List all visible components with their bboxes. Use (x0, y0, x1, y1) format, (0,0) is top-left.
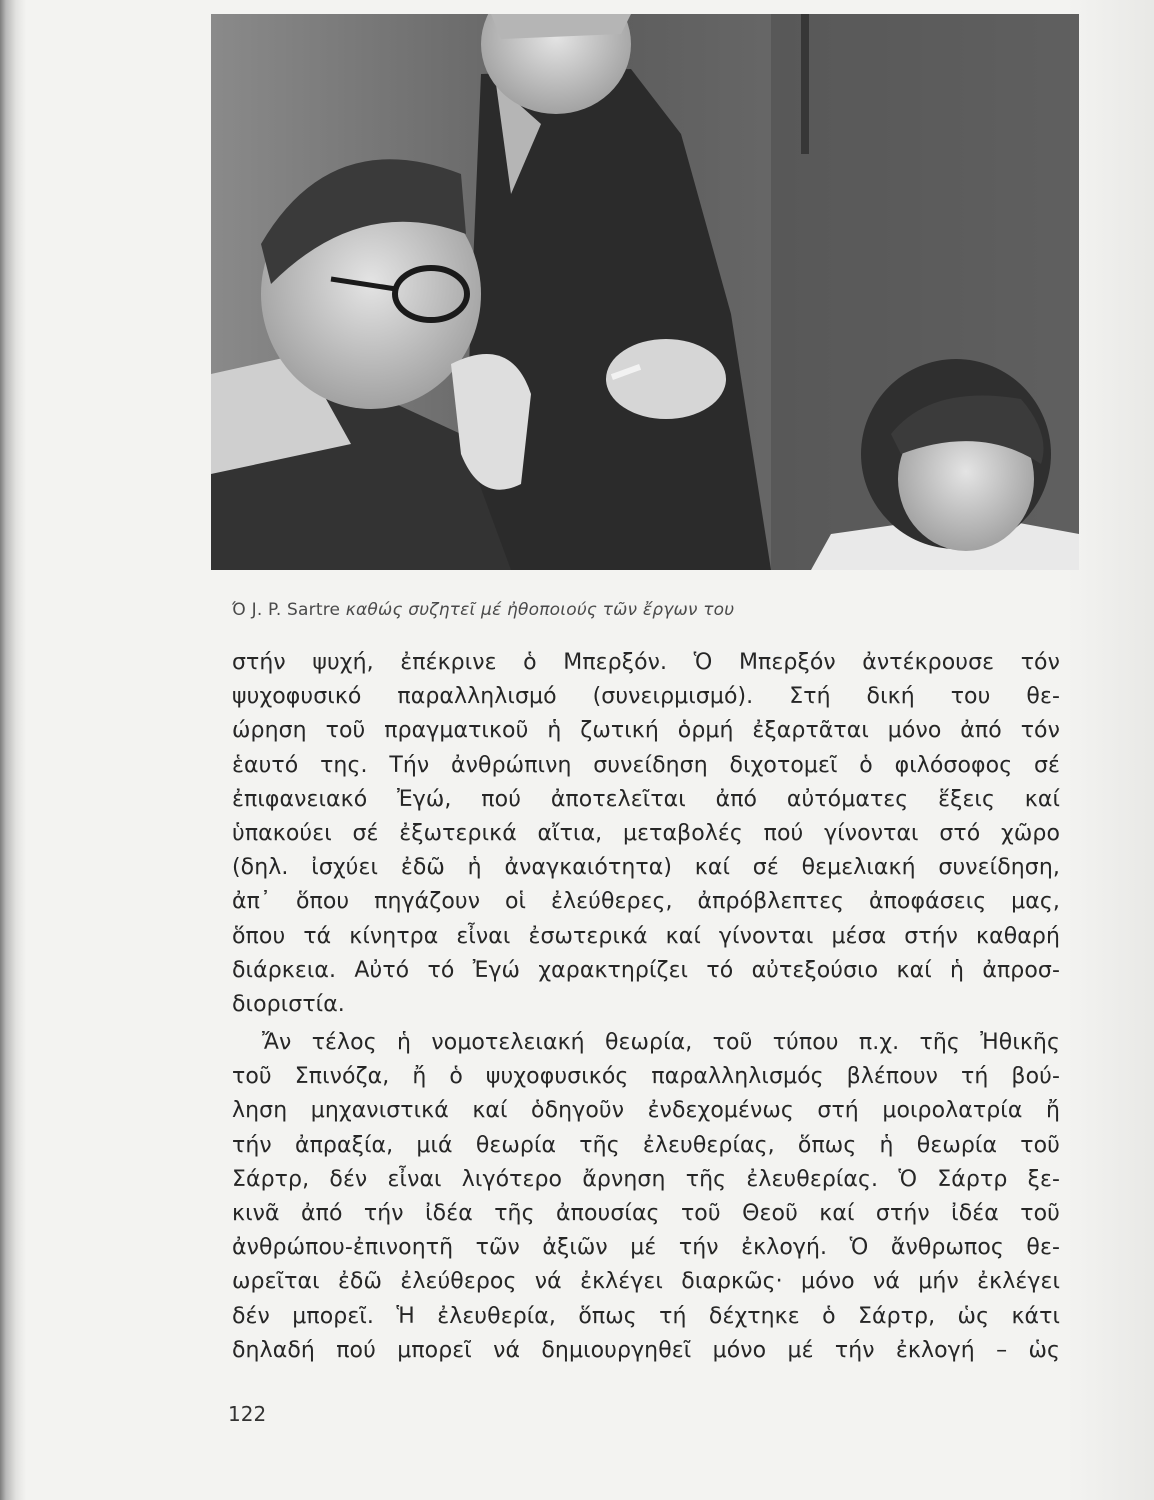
text-line: (δηλ. ἰσχύει ἐδῶ ἡ ἀναγκαιότητα) καί σέ θεμελιακή συνείδηση, (232, 855, 1060, 881)
text-line: τοῦ Σπινόζα, ἤ ὁ ψυχοφυσικός παραλληλισμός βλέπουν τή βού- (232, 1064, 1060, 1090)
body-text (232, 646, 1060, 1368)
text-line: Ἄν τέλος ἡ νομοτελειακή θεωρία, τοῦ τύπου π.χ. τῆς Ἠθικῆς (262, 1030, 1060, 1056)
text-line: δέν μπορεῖ. Ἡ ἐλευθερία, ὅπως τή δέχτηκε ὁ Σάρτρ, ὡς κάτι (232, 1303, 1060, 1329)
paragraph-1 (232, 646, 1060, 1022)
text-line: ὅπου τά κίνητρα εἶναι ἐσωτερικά καί γίνονται μέσα στήν καθαρή (232, 923, 1060, 949)
text-line: ἀπ᾿ ὅπου πηγάζουν οἱ ἐλεύθερες, ἀπρόβλεπτες ἀποφάσεις μας, (232, 889, 1060, 915)
caption-prefix: Ό J. P. Sartre (232, 600, 346, 620)
text-line: διάρκεια. Αὐτό τό Ἐγώ χαρακτηρίζει τό αὐτεξούσιο καί ἡ ἀπροσ- (232, 957, 1060, 983)
text-line: διοριστία. (232, 991, 345, 1017)
photograph (211, 14, 1079, 570)
text-line: δηλαδή πού μπορεῖ νά δημιουργηθεῖ μόνο μέ τήν ἐκλογή – ὡς (232, 1337, 1060, 1363)
photograph-icon (211, 14, 1079, 570)
text-line: Σάρτρ, δέν εἶναι λιγότερο ἄρνηση τῆς ἐλευθερίας. Ὁ Σάρτρ ξε- (232, 1166, 1060, 1192)
text-line: ώρηση τοῦ πραγματικοῦ ἡ ζωτική ὁρμή ἐξαρτᾶται μόνο ἀπό τόν (232, 718, 1060, 744)
text-line: ὑπακούει σέ ἐξωτερικά αἴτια, μεταβολές πού γίνονται στό χῶρο (232, 820, 1060, 846)
binding-shadow (0, 0, 26, 1500)
text-line: ἀνθρώπου-ἐπινοητῆ τῶν ἀξιῶν μέ τήν ἐκλογή. Ὁ ἄνθρωπος θε- (232, 1235, 1060, 1261)
text-line: ληση μηχανιστικά καί ὁδηγοῦν ἐνδεχομένως στή μοιρολατρία ἤ (232, 1098, 1060, 1124)
photo-caption (232, 600, 1052, 620)
text-line: ἑαυτό της. Τήν ἀνθρώπινη συνείδηση διχοτομεῖ ὁ φιλόσοφος σέ (232, 752, 1060, 778)
caption-italic: καθώς συζητεῖ μέ ἠθοποιούς τῶν ἔργων του (345, 600, 735, 620)
text-line: τήν ἀπραξία, μιά θεωρία τῆς ἐλευθερίας, ὅπως ἡ θεωρία τοῦ (232, 1132, 1060, 1158)
text-line: ψυχοφυσικό παραλληλισμό (συνειρμισμό). Στή δική του θε- (232, 684, 1060, 710)
text-line: ωρεῖται ἐδῶ ἐλεύθερος νά ἐκλέγει διαρκῶς· μόνο νά μήν ἐκλέγει (232, 1269, 1060, 1295)
page-number: 122 (228, 1402, 267, 1426)
paragraph-2 (232, 1026, 1060, 1368)
text-line: κινᾶ ἀπό τήν ἰδέα τῆς ἀπουσίας τοῦ Θεοῦ καί στήν ἰδέα τοῦ (232, 1201, 1060, 1226)
text-line: στήν ψυχή, ἐπέκρινε ὁ Μπερξόν. Ὁ Μπερξόν ἀντέκρουσε τόν (232, 650, 1060, 675)
page-edge (1068, 0, 1154, 1500)
text-line: ἐπιφανειακό Ἐγώ, πού ἀποτελεῖται ἀπό αὐτόματες ἕξεις καί (232, 786, 1060, 812)
